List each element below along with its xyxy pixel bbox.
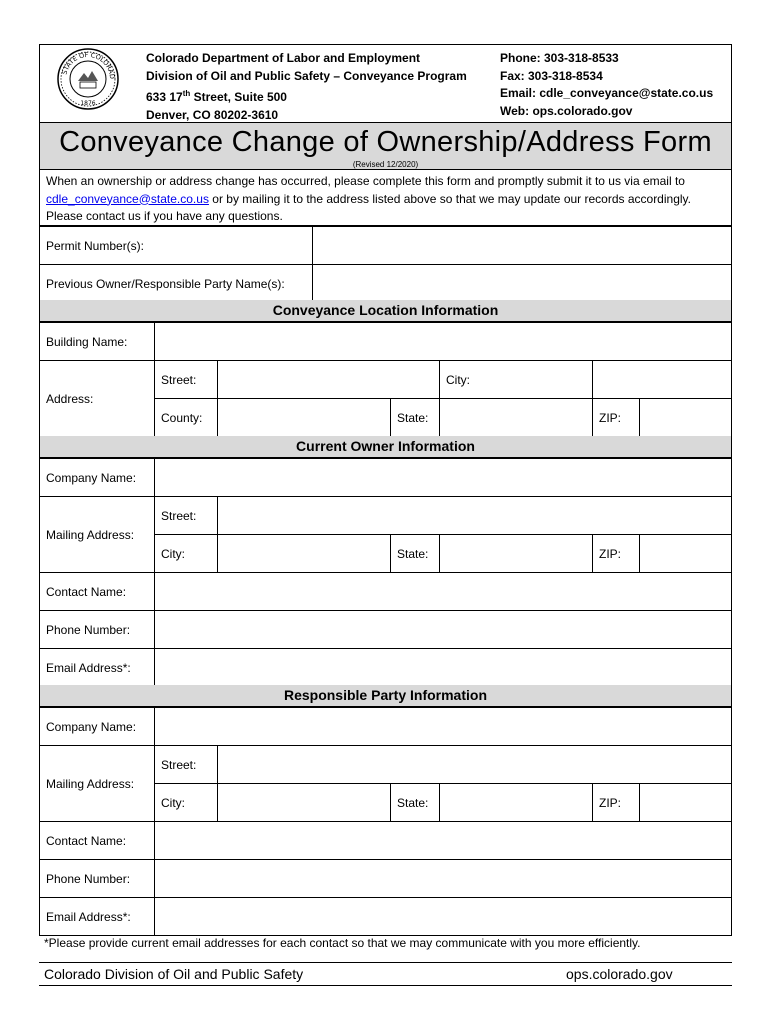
street-address: 633 17th Street, Suite 500	[146, 89, 287, 104]
owner-contact-label: Contact Name:	[40, 573, 155, 611]
rp-contact-label: Contact Name:	[40, 822, 155, 860]
form-title-bar	[39, 122, 732, 170]
revised-date: (Revised 12/2020)	[352, 160, 419, 169]
owner-city-label: City:	[155, 535, 218, 573]
rp-phone-input[interactable]	[155, 860, 732, 898]
rp-email-label: Email Address*:	[40, 898, 155, 936]
current-owner-table	[39, 458, 732, 687]
agency-line2: Division of Oil and Public Safety – Conveyance Program	[146, 68, 467, 83]
zip-label: ZIP:	[593, 399, 640, 436]
rp-zip-input[interactable]	[640, 784, 732, 821]
previous-owner-label: Previous Owner/Responsible Party Name(s):	[40, 265, 313, 303]
state-label: State:	[391, 399, 440, 437]
footer-division-name: Colorado Division of Oil and Public Safety	[44, 966, 304, 982]
owner-street-input[interactable]	[218, 497, 732, 535]
intro-text: When an ownership or address change has occurred, please complete this form and promptly submit it to us via email to cdle_conveyance@state.co.us or by mailing it to the address listed above so that we may update our records accordingly. Please contact us if you have any questions.	[39, 170, 732, 226]
location-heading: Conveyance Location Information	[39, 300, 732, 322]
rp-email-input[interactable]	[155, 898, 732, 936]
owner-phone-input[interactable]	[155, 611, 732, 649]
rp-contact-input[interactable]	[155, 822, 732, 860]
owner-phone-label: Phone Number:	[40, 611, 155, 649]
city-label: City:	[440, 361, 593, 399]
owner-company-input[interactable]	[155, 459, 732, 497]
rp-mailing-label: Mailing Address:	[40, 746, 155, 822]
owner-zip-input[interactable]	[640, 535, 732, 572]
city-state-zip: Denver, CO 80202-3610	[146, 107, 279, 122]
rp-zip-label: ZIP:	[593, 784, 640, 821]
state-seal-icon	[56, 47, 120, 111]
rp-state-input[interactable]	[440, 784, 593, 822]
contact-email[interactable]: Email: cdle_conveyance@state.co.us	[500, 86, 714, 100]
email-link[interactable]: cdle_conveyance@state.co.us	[46, 191, 209, 206]
owner-mailing-label: Mailing Address:	[40, 497, 155, 573]
location-city-input[interactable]	[593, 361, 732, 399]
owner-email-label: Email Address*:	[40, 649, 155, 687]
agency-address	[146, 50, 467, 124]
permit-input[interactable]	[313, 227, 732, 265]
svg-text:STATE OF COLORADO: STATE OF COLORAD	[60, 50, 117, 80]
location-county-input[interactable]	[218, 399, 391, 437]
agency-line1: Colorado Department of Labor and Employment	[146, 51, 421, 65]
street-label: Street:	[155, 361, 218, 399]
location-street-input[interactable]	[218, 361, 440, 399]
rp-city-label: City:	[155, 784, 218, 822]
owner-state-input[interactable]	[440, 535, 593, 573]
footnote: *Please provide current email addresses for each contact so that we may communicate with you more efficiently.	[44, 936, 641, 950]
rp-company-input[interactable]	[155, 708, 732, 746]
rp-city-input[interactable]	[218, 784, 391, 822]
rp-state-label: State:	[391, 784, 440, 822]
location-state-input[interactable]	[440, 399, 593, 437]
owner-company-label: Company Name:	[40, 459, 155, 497]
website[interactable]: Web: ops.colorado.gov	[500, 103, 633, 118]
footer-divider	[39, 962, 732, 963]
agency-contact	[500, 50, 713, 120]
responsible-party-table	[39, 707, 732, 936]
address-label: Address:	[40, 361, 155, 437]
rp-company-label: Company Name:	[40, 708, 155, 746]
owner-zip-label: ZIP:	[593, 535, 640, 572]
rp-street-input[interactable]	[218, 746, 732, 784]
permit-label: Permit Number(s):	[40, 227, 313, 265]
rp-phone-label: Phone Number:	[40, 860, 155, 898]
owner-state-label: State:	[391, 535, 440, 573]
county-label: County:	[155, 399, 218, 437]
footer-bottom-divider	[39, 985, 732, 986]
owner-street-label: Street:	[155, 497, 218, 535]
owner-email-input[interactable]	[155, 649, 732, 687]
footer-website: ops.colorado.gov	[566, 966, 673, 982]
fax-number: Fax: 303-318-8534	[500, 68, 603, 83]
phone-number: Phone: 303-318-8533	[500, 51, 619, 65]
current-owner-heading: Current Owner Information	[39, 436, 732, 458]
page-title: Conveyance Change of Ownership/Address Form	[59, 126, 712, 158]
responsible-party-heading: Responsible Party Information	[39, 685, 732, 707]
rp-street-label: Street:	[155, 746, 218, 784]
building-input[interactable]	[155, 323, 732, 361]
location-zip-input[interactable]	[640, 399, 732, 436]
permit-table	[39, 226, 732, 303]
building-label: Building Name:	[40, 323, 155, 361]
owner-city-input[interactable]	[218, 535, 391, 573]
location-table	[39, 322, 732, 437]
previous-owner-input[interactable]	[313, 265, 732, 303]
svg-text:1876: 1876	[80, 100, 96, 107]
owner-contact-input[interactable]	[155, 573, 732, 611]
